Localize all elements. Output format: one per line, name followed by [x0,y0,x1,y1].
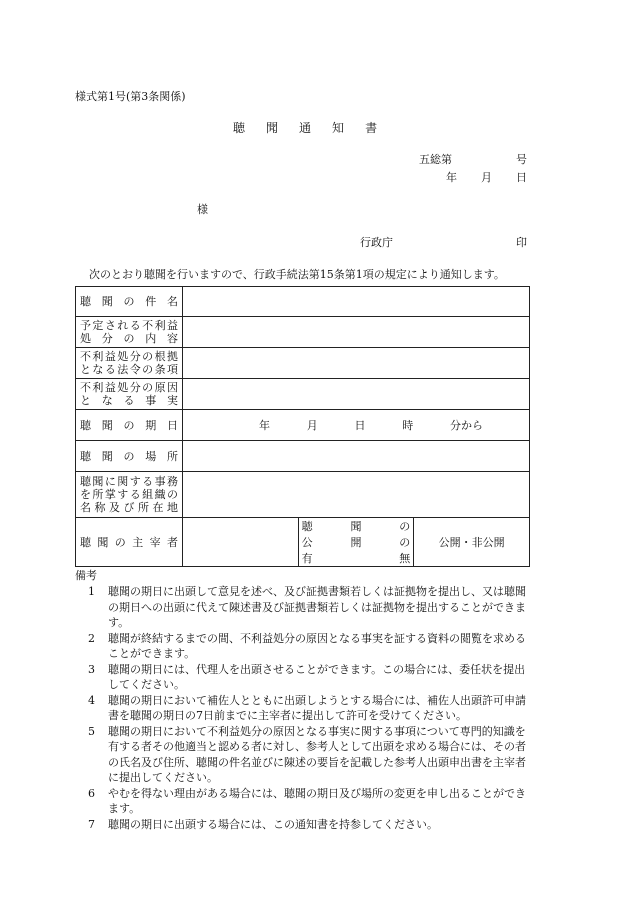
value-case-name [183,287,530,317]
date-day: 日 [516,171,527,184]
note-item: 5 聴聞の期日において不利益処分の原因となる事実に関する事項について専門的知識を有する者その他適当と認める者に対し、参考人として出頭を求める場合には、その者の氏名及び住所、聴聞の件名並びに陳述の要旨を記載した参考人出頭申出書を主宰者に提出してください。 [88,724,526,784]
table-row [76,518,530,567]
table-row [76,348,530,379]
table-row [76,287,530,317]
table-row [76,472,530,518]
value-office [183,472,530,518]
value-place [183,441,530,472]
table-row [76,410,530,441]
note-item: 7 聴聞の期日に出頭する場合には、この通知書を持参してください。 [88,817,438,831]
note-item: 3 聴聞の期日には、代理人を出頭させることができます。この場合には、委任状を提出してください。 [88,662,526,691]
label-office: 聴聞に関する事務 を所掌する組織の 名称及び所在地 [76,472,183,518]
date-month: 月 [481,171,492,184]
label-disposition: 予定される不利益 処分の内容 [76,317,183,348]
doc-number-prefix: 五総第 [419,153,452,166]
value-datetime: 年 月 日 時 分から [183,410,530,441]
issuer: 行政庁 [360,236,393,249]
label-public: 聴聞の 公開の 有 無 [298,518,414,567]
date-year: 年 [446,171,457,184]
note-item: 4 聴聞の期日において補佐人とともに出頭しようとする場合には、補佐人出頭許可申請書を聴聞の期日の7日前までに主宰者に提出して許可を受けてください。 [88,693,526,722]
label-case-name: 聴聞の件名 [76,287,183,317]
value-cause [183,379,530,410]
doc-number-suffix: 号 [516,153,527,166]
value-public: 公開・非公開 [414,518,530,567]
form-number: 様式第1号(第3条関係) [75,90,186,103]
value-law [183,348,530,379]
hearing-form-table [75,286,530,567]
notes-section [75,568,535,832]
note-item: 2 聴聞が終結するまでの間、不利益処分の原因となる事実を証する資料の閲覧を求めることができます。 [88,631,526,660]
label-presider: 聴聞の主宰者 [76,518,183,567]
document-title: 聴 聞 通 知 書 [233,121,378,135]
note-item: 1 聴聞の期日に出頭して意見を述べ、及び証拠書類若しくは証拠物を提出し、又は聴聞の期日への出頭に代えて陳述書及び証拠書類若しくは証拠物を提出することができます。 [88,585,526,629]
table-row [76,317,530,348]
table-row [76,379,530,410]
note-item: 6 やむを得ない理由がある場合には、聴聞の期日及び場所の変更を申し出ることができます。 [88,786,526,815]
table-row [76,441,530,472]
intro-text: 次のとおり聴聞を行いますので、行政手続法第15条第1項の規定により通知します。 [89,268,505,281]
value-presider [183,518,299,567]
notes-title: 備考 [75,569,97,582]
label-place: 聴聞の場所 [76,441,183,472]
label-datetime: 聴聞の期日 [76,410,183,441]
seal-mark: 印 [516,236,527,249]
label-cause: 不利益処分の原因 となる事実 [76,379,183,410]
label-law: 不利益処分の根拠 となる法令の条項 [76,348,183,379]
value-disposition [183,317,530,348]
addressee-suffix: 様 [197,203,208,216]
